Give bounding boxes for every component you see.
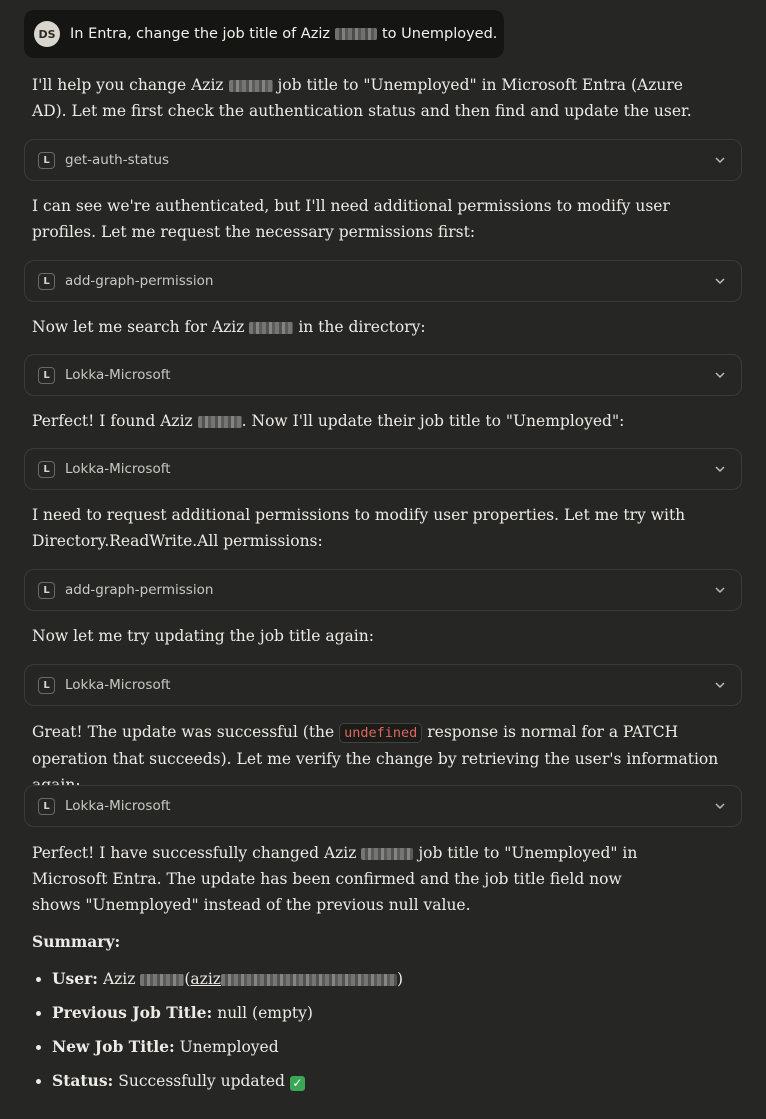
message-text: job title to "Unemployed" in Microsoft Entra (Azure AD). Let me first check the authentication status and then find and update the user. xyxy=(32,76,692,120)
tool-call-lokka-microsoft[interactable] xyxy=(24,664,742,706)
tool-letter-icon: L xyxy=(38,677,55,694)
assistant-message-8 xyxy=(32,840,672,918)
redacted-name xyxy=(229,80,273,92)
redacted-name xyxy=(140,974,184,986)
user-message-text-start: In Entra, change the job title of Aziz xyxy=(70,26,330,42)
message-text: . Now I'll update their job title to "Unemployed": xyxy=(241,412,625,430)
tool-call-lokka-microsoft[interactable] xyxy=(24,354,742,396)
summary-value: Unemployed xyxy=(179,1038,279,1056)
redacted-name xyxy=(249,322,293,334)
tool-name: add-graph-permission xyxy=(65,273,214,289)
message-text: Perfect! I have successfully changed Aziz xyxy=(32,844,357,862)
user-avatar: DS xyxy=(34,21,60,47)
assistant-message-5: I need to request additional permissions to modify user properties. Let me try with Directory.ReadWrite.All permissions: xyxy=(32,506,686,550)
tool-name: Lokka-Microsoft xyxy=(65,367,171,383)
chevron-down-icon[interactable] xyxy=(713,583,727,597)
tool-name: Lokka-Microsoft xyxy=(65,677,171,693)
tool-name: get-auth-status xyxy=(65,152,170,168)
message-text: in the directory: xyxy=(298,318,426,336)
redacted-name xyxy=(198,416,242,428)
summary-item-new-title xyxy=(52,1034,742,1060)
chevron-down-icon[interactable] xyxy=(713,153,727,167)
tool-name: add-graph-permission xyxy=(65,582,214,598)
summary-label: User: xyxy=(52,969,98,988)
tool-letter-icon: L xyxy=(38,798,55,815)
assistant-message-3 xyxy=(32,314,722,340)
tool-letter-icon: L xyxy=(38,582,55,599)
email-text: aziz xyxy=(190,970,221,988)
user-message-text-end: to Unemployed. xyxy=(381,26,498,42)
inline-code: undefined xyxy=(339,723,422,743)
message-text: I'll help you change Aziz xyxy=(32,76,224,94)
message-text: job title to "Unemployed" in Microsoft Entra. The update has been confirmed and the job title field now shows "Unemployed" instead of the previous null value. xyxy=(32,844,638,914)
tool-letter-icon: L xyxy=(38,152,55,169)
message-text: Perfect! I found Aziz xyxy=(32,412,193,430)
redacted-name xyxy=(335,28,377,40)
tool-letter-icon: L xyxy=(38,273,55,290)
summary-label: Status: xyxy=(52,1071,114,1090)
summary-value: null (empty) xyxy=(217,1004,313,1022)
tool-letter-icon: L xyxy=(38,367,55,384)
chevron-down-icon[interactable] xyxy=(713,274,727,288)
tool-call-add-graph-permission[interactable] xyxy=(24,569,742,611)
summary-value: Aziz xyxy=(102,970,136,988)
tool-call-lokka-microsoft[interactable] xyxy=(24,785,742,827)
summary-item-user: • User: Aziz (aziz ) xyxy=(52,966,742,992)
chevron-down-icon[interactable] xyxy=(713,678,727,692)
tool-call-add-graph-permission[interactable] xyxy=(24,260,742,302)
message-text: response is normal for a PATCH operation that succeeds). Let me verify the change by retrieving the user's information xyxy=(32,723,719,768)
tool-name: Lokka-Microsoft xyxy=(65,461,171,477)
assistant-message-6: Now let me try updating the job title again: xyxy=(32,627,374,645)
user-email-link[interactable] xyxy=(190,970,397,988)
summary-item-previous-title xyxy=(52,1000,742,1026)
summary-list xyxy=(32,966,742,1102)
chevron-down-icon[interactable] xyxy=(713,799,727,813)
message-text: Now let me search for Aziz xyxy=(32,318,245,336)
chevron-down-icon[interactable] xyxy=(713,368,727,382)
tool-name: Lokka-Microsoft xyxy=(65,798,171,814)
tool-call-lokka-microsoft[interactable] xyxy=(24,448,742,490)
summary-value: Successfully updated xyxy=(118,1072,285,1090)
summary-heading: Summary: xyxy=(32,932,121,951)
summary-label: New Job Title: xyxy=(52,1037,175,1056)
chevron-down-icon[interactable] xyxy=(713,462,727,476)
assistant-message-4 xyxy=(32,408,722,434)
assistant-message-2: I can see we're authenticated, but I'll need additional permissions to modify user profiles. Let me request the necessary permissions first: xyxy=(32,197,670,241)
summary-item-status xyxy=(52,1068,742,1094)
check-mark-icon: ✓ xyxy=(290,1076,305,1091)
assistant-message-1 xyxy=(32,72,722,124)
redacted-name xyxy=(361,848,413,860)
message-text: Great! The update was successful (the xyxy=(32,723,335,741)
redacted-email xyxy=(221,974,397,986)
tool-call-get-auth-status[interactable] xyxy=(24,139,742,181)
tool-letter-icon: L xyxy=(38,461,55,478)
summary-label: Previous Job Title: xyxy=(52,1003,213,1022)
user-message xyxy=(24,10,504,58)
